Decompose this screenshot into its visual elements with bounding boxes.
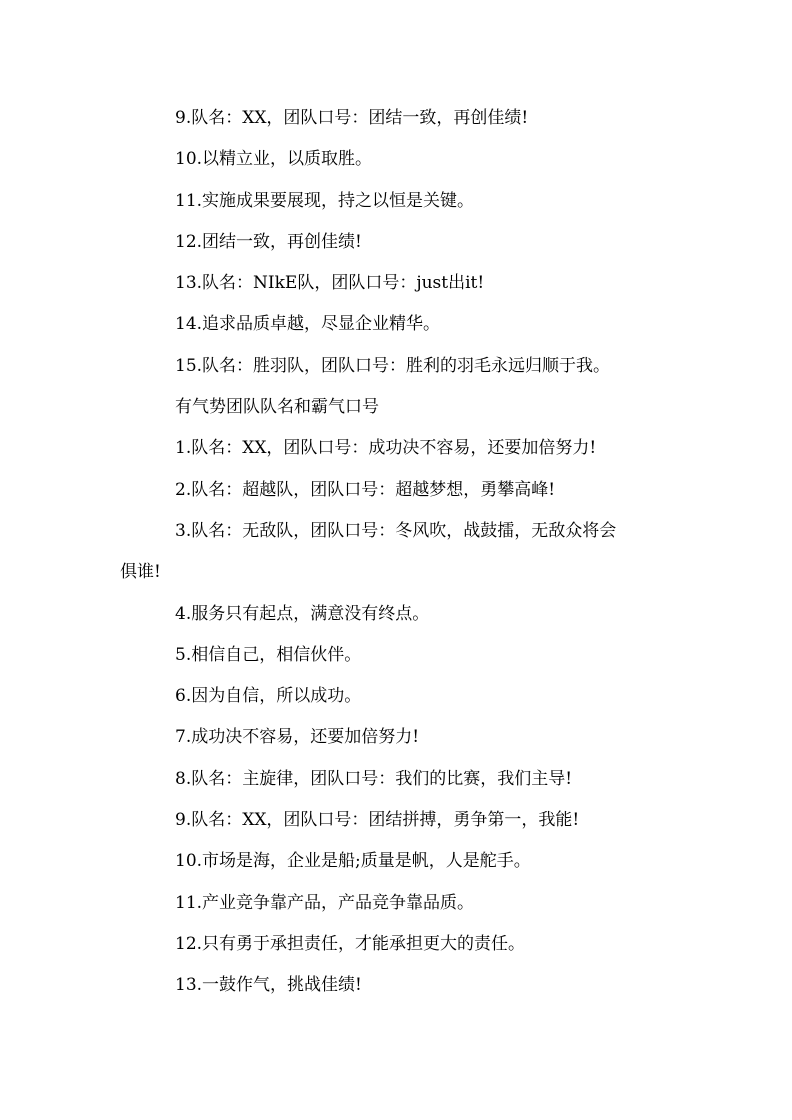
paragraph-line: 1.队名：XX，团队口号：成功决不容易，还要加倍努力! — [175, 438, 597, 459]
paragraph-line: 8.队名：主旋律，团队口号：我们的比赛，我们主导! — [175, 768, 573, 789]
paragraph-line: 4.服务只有起点，满意没有终点。 — [175, 603, 430, 624]
paragraph-line: 2.队名：超越队，团队口号：超越梦想，勇攀高峰! — [175, 479, 556, 500]
paragraph-line: 13.队名：NIkE队，团队口号：just出it! — [175, 273, 485, 294]
paragraph-line: 12.团结一致，再创佳绩! — [175, 231, 362, 252]
paragraph-continuation: 俱谁! — [120, 562, 161, 583]
paragraph-line: 11.实施成果要展现，持之以恒是关键。 — [175, 190, 475, 211]
paragraph-line: 6.因为自信，所以成功。 — [175, 686, 362, 707]
paragraph-line: 10.市场是海，企业是船;质量是帆，人是舵手。 — [175, 851, 531, 872]
paragraph-line: 9.队名：XX，团队口号：团结拼搏，勇争第一，我能! — [175, 810, 580, 831]
paragraph-line: 5.相信自己，相信伙伴。 — [175, 644, 362, 665]
paragraph-line: 9.队名：XX，团队口号：团结一致，再创佳绩! — [175, 108, 529, 128]
paragraph-line: 13.一鼓作气，挑战佳绩! — [175, 975, 362, 996]
paragraph-line: 12.只有勇于承担责任，才能承担更大的责任。 — [175, 933, 526, 954]
section-heading: 有气势团队队名和霸气口号 — [175, 397, 379, 418]
paragraph-line: 14.追求品质卓越，尽显企业精华。 — [175, 314, 441, 335]
paragraph-line: 10.以精立业，以质取胜。 — [175, 149, 373, 170]
document-body — [120, 98, 672, 1007]
paragraph-line: 15.队名：胜羽队，团队口号：胜利的羽毛永远归顺于我。 — [175, 355, 611, 376]
paragraph-line: 11.产业竞争靠产品，产品竞争靠品质。 — [175, 892, 475, 913]
paragraph-line: 7.成功决不容易，还要加倍努力! — [175, 727, 420, 748]
paragraph-line: 3.队名：无敌队，团队口号：冬风吹，战鼓擂，无敌众将会 — [175, 520, 617, 541]
